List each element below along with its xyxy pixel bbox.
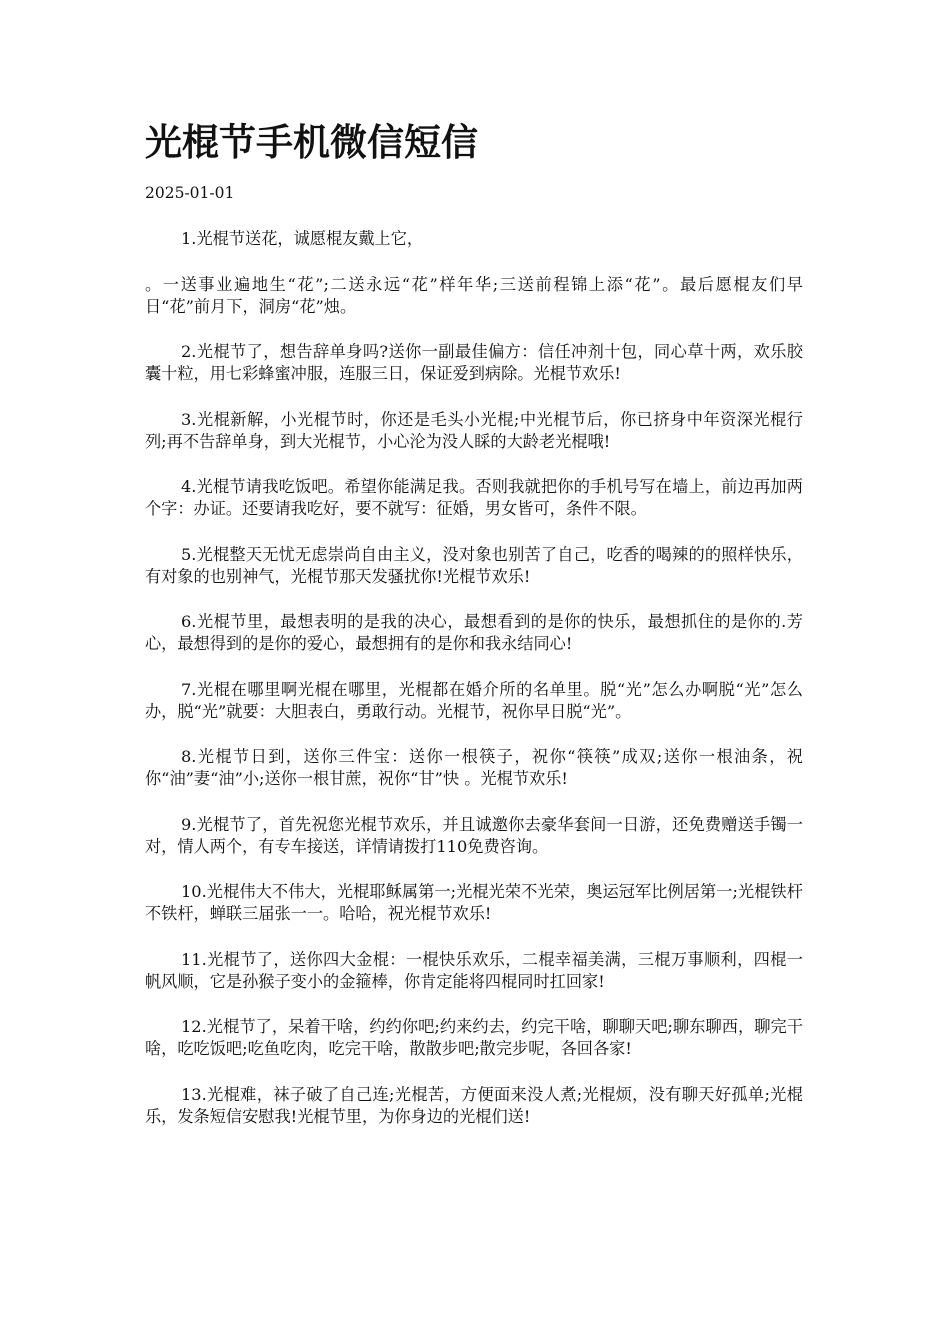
paragraph-2: 。一送事业遍地生“花”;二送永远“花”样年华;三送前程锦上添“花”。最后愿棍友们早日“花”前月下，洞房“花”烛。 (145, 274, 803, 316)
paragraph-11: 10.光棍伟大不伟大，光棍耶稣属第一;光棍光荣不光荣，奥运冠军比例居第一;光棍铁杆不铁杆，蝉联三届张一一。哈哈，祝光棍节欢乐! (145, 882, 803, 923)
paragraph-12: 11.光棍节了，送你四大金棍：一棍快乐欢乐，二棍幸福美满，三棍万事顺利，四棍一帆风顺，它是孙猴子变小的金箍棒，你肯定能将四棍同时扛回家! (145, 949, 803, 991)
paragraph-1: 1.光棍节送花，诚愿棍友戴上它， (181, 229, 424, 248)
paragraph-9: 8.光棍节日到，送你三件宝：送你一根筷子，祝你“筷筷”成双;送你一根油条，祝你“油”妻“油”小;送你一根甘蔗，祝你“甘”快 。光棍节欢乐! (145, 747, 803, 788)
document-date: 2025-01-01 (145, 184, 235, 202)
paragraph-5: 4.光棍节请我吃饭吧。希望你能满足我。否则我就把你的手机号写在墙上，前边再加两个字：办证。还要请我吃好，要不就写：征婚，男女皆可，条件不限。 (145, 477, 803, 518)
paragraph-6: 5.光棍整天无忧无虑崇尚自由主义，没对象也别苦了自己，吃香的喝辣的的照样快乐，有对象的也别神气，光棍节那天发骚扰你!光棍节欢乐! (145, 544, 803, 586)
paragraph-4: 3.光棍新解，小光棍节时，你还是毛头小光棍;中光棍节后，你已挤身中年资深光棍行列;再不告辞单身，到大光棍节，小心沦为没人睬的大龄老光棍哦! (145, 409, 803, 451)
paragraph-8: 7.光棍在哪里啊光棍在哪里，光棍都在婚介所的名单里。脱“光”怎么办啊脱“光”怎么办，脱“光”就要：大胆表白，勇敢行动。光棍节，祝你早日脱“光”。 (145, 679, 803, 721)
paragraph-14: 13.光棍难，袜子破了自己连;光棍苦，方便面来没人煮;光棍烦，没有聊天好孤单;光棍乐，发条短信安慰我!光棍节里，为你身边的光棍们送! (145, 1084, 803, 1126)
paragraph-7: 6.光棍节里，最想表明的是我的决心，最想看到的是你的快乐，最想抓住的是你的.芳心，最想得到的是你的爱心，最想拥有的是你和我永结同心! (145, 612, 803, 653)
paragraph-3: 2.光棍节了，想告辞单身吗?送你一副最佳偏方：信任冲剂十包，同心草十两，欢乐胶囊十粒，用七彩蜂蜜冲服，连服三日，保证爱到病除。光棍节欢乐! (145, 342, 803, 383)
paragraph-13: 12.光棍节了，呆着干啥，约约你吧;约来约去，约完干啥，聊聊天吧;聊东聊西，聊完干啥，吃吃饭吧;吃鱼吃肉，吃完干啥，散散步吧;散完步呢，各回各家! (145, 1017, 803, 1058)
document-title: 光棍节手机微信短信 (145, 120, 478, 164)
document-body (145, 228, 803, 1151)
paragraph-10: 9.光棍节了，首先祝您光棍节欢乐，并且诚邀你去豪华套间一日游，还免费赠送手镯一对，情人两个，有专车接送，详情请拨打110免费咨询。 (145, 814, 803, 856)
